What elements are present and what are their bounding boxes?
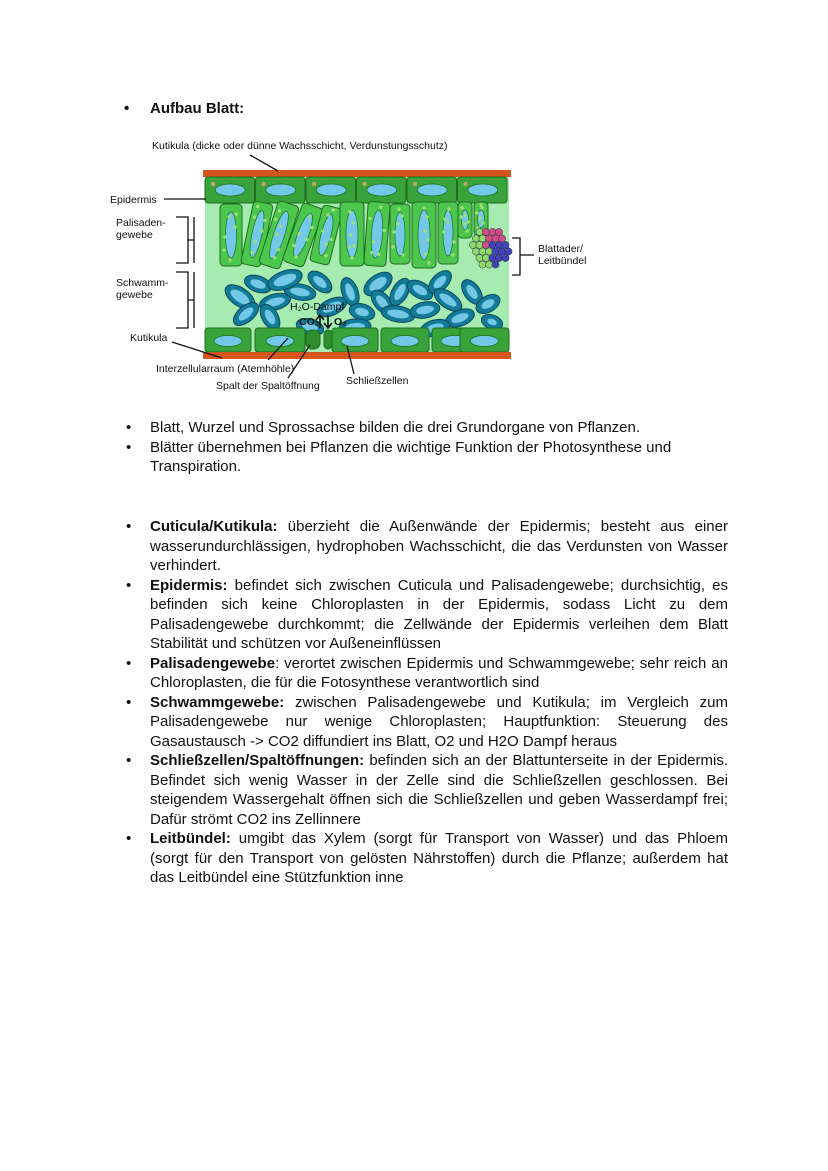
- vascular-cell: [485, 248, 492, 255]
- label-palisaden-1: Palisaden-: [116, 217, 166, 229]
- chloroplast: [352, 244, 355, 247]
- bullet: •: [124, 100, 130, 117]
- vascular-cell: [479, 261, 486, 268]
- vacuole: [266, 184, 296, 196]
- chloroplast: [397, 207, 400, 210]
- chloroplast: [400, 214, 403, 217]
- vascular-cell: [505, 248, 512, 255]
- term: Schließzellen/Spaltöffnungen:: [150, 752, 365, 769]
- palisade-cell-group: [340, 202, 364, 266]
- chloroplast: [347, 245, 350, 248]
- vascular-cell: [472, 235, 479, 242]
- o2-label: O₂: [334, 316, 347, 328]
- bullet: •: [126, 654, 132, 672]
- label-blattader-1: Blattader/: [538, 243, 583, 255]
- bullet: •: [126, 438, 132, 456]
- nucleus: [261, 182, 265, 186]
- chloroplast: [424, 252, 427, 255]
- heading-text: Aufbau Blatt:: [150, 100, 245, 117]
- definition-palisadengewebe: [124, 654, 728, 693]
- vascular-cell: [492, 248, 499, 255]
- term: Cuticula/Kutikula:: [150, 518, 278, 535]
- vascular-cell: [495, 228, 502, 235]
- palisade-tissue: [220, 200, 488, 270]
- label-palisaden-2: gewebe: [116, 229, 153, 241]
- h2o-vapor-label: H₂O-Dampf: [290, 301, 345, 313]
- vascular-cell: [476, 241, 483, 248]
- term: Epidermis:: [150, 576, 228, 594]
- vacuole: [341, 336, 369, 347]
- bullet: •: [126, 518, 132, 535]
- vascular-cell: [476, 228, 483, 235]
- chloroplast: [227, 215, 230, 218]
- vascular-cell: [502, 254, 509, 261]
- nucleus: [362, 182, 366, 186]
- palisade-cell-group: [364, 201, 390, 266]
- nucleus: [413, 182, 417, 186]
- chloroplast: [447, 207, 450, 210]
- vacuole: [316, 184, 346, 196]
- nucleus: [312, 182, 316, 186]
- lower-epidermis: [205, 328, 509, 352]
- term: Palisadengewebe: [150, 654, 276, 672]
- vascular-cell: [482, 241, 489, 248]
- chloroplast: [463, 213, 466, 216]
- label-schwamm-1: Schwamm-: [116, 277, 169, 289]
- label-blattader-2: Leitbündel: [538, 255, 587, 267]
- bullet: •: [126, 830, 132, 847]
- definition-text: überzieht die Außenwände der Epidermis; besteht aus einer wasserundurchlässigen, hydrophoben Wachsschicht, die das Verdunsten von Wasser verhindert.: [150, 518, 728, 574]
- vacuole: [266, 336, 294, 347]
- definition-text: umgibt das Xylem (sorgt für Transport von Wasser) und das Phloem (sorgt für den Transport von gelösten Nährstoffen) durch die Pflanze; außerdem hat das Leitbündel eine Stützfunktion inne: [150, 830, 728, 886]
- vacuole: [214, 336, 242, 347]
- definition-text: zwischen Palisadengewebe und Kutikula; im Vergleich zum Palisadengewebe nur wenige Chloroplasten; Hauptfunktion: Steuerung des Gasaustausch -> CO2 diffundiert ins Blatt, O2 und H2O Dampf heraus: [150, 693, 728, 750]
- vacuole: [417, 184, 447, 196]
- upper-epidermis: [205, 177, 507, 203]
- vascular-cell: [492, 261, 499, 268]
- nucleus: [463, 182, 467, 186]
- vascular-cell: [489, 254, 496, 261]
- definition-text: befindet sich zwischen Cuticula und Palisadengewebe; durchsichtig, es befinden sich keine Chloroplasten in der Epidermis, sodass Licht zu dem Palisadengewebe durchkommt; die Zellwände der Epidermis verleihen dem Blatt Stabilität und schützen vor Außeneinflüssen: [150, 576, 728, 652]
- guard-cell: [324, 330, 332, 349]
- vacuole: [367, 184, 397, 196]
- label-spalt: Spalt der Spaltöffnung: [216, 380, 320, 392]
- label-schwamm-2: gewebe: [116, 289, 153, 301]
- vacuole: [226, 212, 237, 258]
- palisade-bracket: [176, 217, 194, 263]
- vascular-cell: [498, 248, 505, 255]
- chloroplast: [350, 256, 353, 259]
- definition-text: befinden sich an der Blattunterseite in der Epidermis. Befindet sich wenig Wasser in der Zelle sind die Schließzellen geschlossen. Bei steigendem Wassergehalt öffnen sich die Schließzellen und geben Wasserdampf frei; Dafür strömt CO2 ins Zellinnere: [150, 752, 728, 828]
- chloroplast: [401, 253, 404, 256]
- chloroplast: [423, 229, 426, 232]
- vacuole: [468, 184, 498, 196]
- chloroplast: [462, 222, 465, 225]
- bundle-bracket: [512, 238, 534, 275]
- palisade-cell-group: [458, 202, 472, 238]
- bullet: •: [126, 576, 132, 594]
- vacuole: [391, 336, 419, 347]
- chloroplast: [446, 220, 449, 223]
- palisade-cell-group: [220, 204, 242, 266]
- chloroplast: [459, 215, 462, 218]
- co2-label: CO₂: [299, 316, 320, 328]
- chloroplast: [427, 261, 430, 264]
- chloroplast: [426, 238, 429, 241]
- vascular-cell: [485, 261, 492, 268]
- chloroplast: [452, 240, 455, 243]
- label-schliesszellen: Schließzellen: [346, 375, 409, 387]
- chloroplast: [481, 221, 484, 224]
- definition-schwammgewebe: [124, 693, 728, 752]
- cuticle-bottom: [203, 352, 511, 359]
- vascular-cell: [498, 235, 505, 242]
- guard-cell: [306, 330, 320, 349]
- vascular-cell: [479, 248, 486, 255]
- chloroplast: [443, 217, 446, 220]
- list-item: • Blatt, Wurzel und Sprossachse bilden die drei Grundorgane von Pflanzen.: [126, 419, 641, 436]
- chloroplast: [425, 215, 428, 218]
- list-item: • Blätter übernehmen bei Pflanzen die wichtige Funktion der Photosynthese und Transpiration.: [126, 438, 672, 475]
- chloroplast: [392, 230, 395, 233]
- vascular-cell: [492, 235, 499, 242]
- label-epidermis: Epidermis: [110, 194, 157, 206]
- chloroplast: [465, 229, 468, 232]
- kutikula-top-leader: [250, 155, 278, 171]
- label-interzellularraum: Interzellularraum (Atemhöhle): [156, 363, 295, 375]
- term: Schwammgewebe:: [150, 693, 285, 711]
- definition-epidermis: [124, 576, 728, 654]
- chloroplast: [422, 206, 425, 209]
- bullet: •: [126, 693, 132, 711]
- cuticle-top: [203, 170, 511, 177]
- chloroplast: [223, 235, 226, 238]
- vascular-cell: [482, 254, 489, 261]
- bullet: •: [126, 419, 132, 436]
- vascular-cell: [472, 248, 479, 255]
- heading: [124, 100, 244, 117]
- intro-list: [124, 418, 728, 477]
- vascular-cell: [479, 235, 486, 242]
- nucleus: [211, 182, 215, 186]
- chloroplast: [451, 253, 454, 256]
- chloroplast: [348, 210, 351, 213]
- vacuole: [471, 336, 499, 347]
- definitions-list: [124, 517, 728, 888]
- chloroplast: [475, 211, 478, 214]
- vascular-cell: [502, 241, 509, 248]
- chloroplast: [478, 216, 481, 219]
- palisade-cell-group: [390, 204, 410, 264]
- label-kutikula-top: Kutikula (dicke oder dünne Wachsschicht, Verdunstungsschutz): [152, 140, 448, 152]
- vascular-cell: [489, 228, 496, 235]
- spongy-bracket: [176, 272, 194, 328]
- vascular-cell: [489, 241, 496, 248]
- vascular-cell: [495, 241, 502, 248]
- leaf-structure-diagram: [100, 132, 630, 402]
- chloroplast: [233, 225, 236, 228]
- vacuole: [462, 210, 469, 230]
- label-kutikula-bottom: Kutikula: [130, 332, 168, 344]
- bullet: •: [126, 752, 132, 769]
- chloroplast: [479, 203, 482, 206]
- vacuole: [215, 184, 245, 196]
- vascular-cell: [485, 235, 492, 242]
- vascular-cell: [482, 228, 489, 235]
- definition-schliesszellen: [124, 751, 728, 829]
- definition-cuticula: [124, 517, 728, 576]
- chloroplast: [460, 206, 463, 209]
- definition-leitbuendel: [124, 829, 728, 888]
- vascular-cell: [495, 254, 502, 261]
- definition-text: : verortet zwischen Epidermis und Schwammgewebe; sehr reich an Chloroplasten, die für die Fotosynthese verantwortlich sind: [150, 654, 728, 691]
- chloroplast: [349, 233, 352, 236]
- chloroplast: [466, 220, 469, 223]
- chloroplast: [442, 230, 445, 233]
- vascular-cell: [469, 241, 476, 248]
- vacuole: [395, 212, 405, 256]
- chloroplast: [222, 248, 225, 251]
- term: Leitbündel:: [150, 830, 231, 847]
- vascular-cell: [476, 254, 483, 261]
- chloroplast: [234, 212, 237, 215]
- chloroplast: [351, 221, 354, 224]
- palisade-cell-group: [438, 202, 458, 264]
- chloroplast: [391, 245, 394, 248]
- chloroplast: [228, 258, 231, 261]
- chloroplast: [396, 222, 399, 225]
- chloroplast: [480, 206, 483, 209]
- palisade-cell-group: [412, 202, 436, 268]
